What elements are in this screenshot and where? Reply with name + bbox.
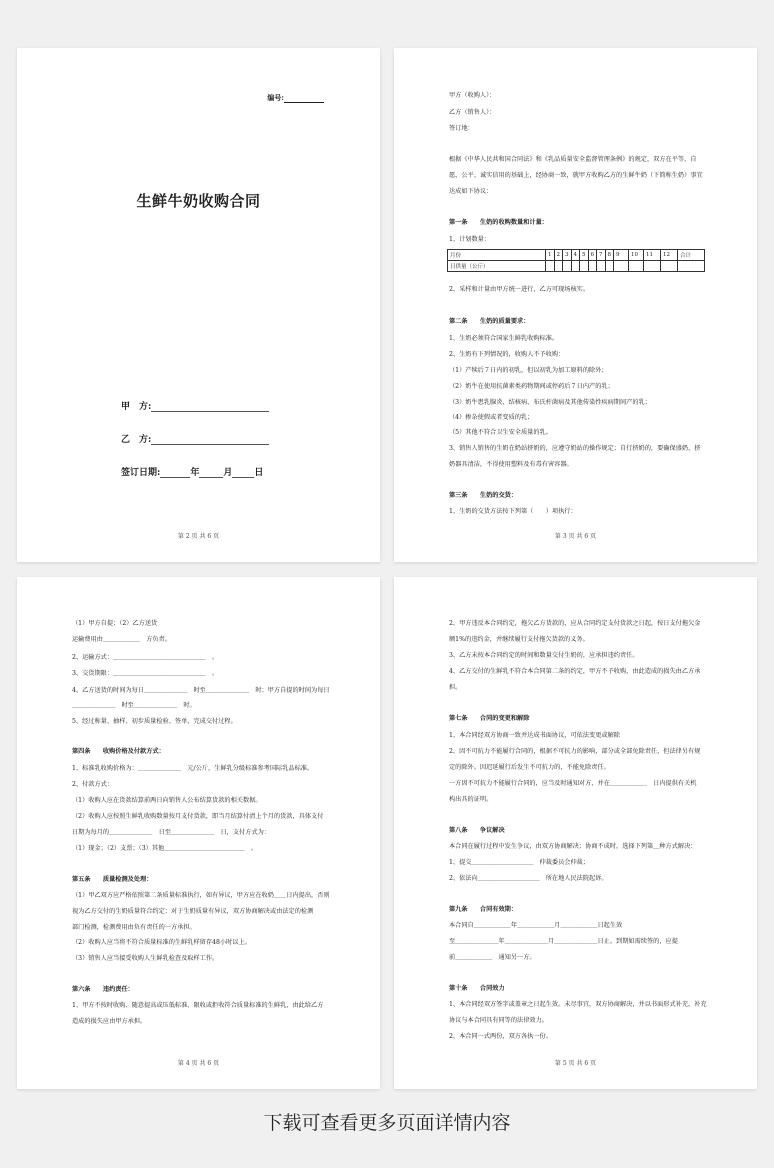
text-line: 甲方（收购人）： (449, 92, 496, 99)
section-heading: 第一条 生奶的收购数量和计量： (449, 219, 548, 226)
text-line: 达成如下协议： (449, 188, 493, 195)
text-line: （4）掺杂使假或者变质的乳； (449, 414, 534, 421)
page-4 (17, 577, 380, 1089)
text-line: 2、依法向＿＿＿＿＿＿＿＿＿＿ 所在地人民法院起诉。 (449, 875, 608, 882)
year-label: 年 (190, 468, 200, 478)
table-cell: 8 (605, 250, 614, 261)
text-line: （5）其他不符合卫生安全质量的乳。 (449, 429, 552, 436)
text-line: （3）奶牛患乳腺炎、结核病、布氏杆菌病及其他传染性疾病期间产的乳； (449, 399, 651, 406)
text-line: 视为乙方交付的生奶质量符合约定；对于生奶质量有异议，双方协商解决或由法定的检测 (72, 908, 314, 915)
sign-date-label: 签订日期: (121, 468, 161, 478)
section-heading: 第二条 生奶的质量要求： (449, 318, 530, 325)
text-line: 2、甲方违反本合同约定，拖欠乙方货款的，应从合同约定支付货款之日起，按日支付拖欠金 (449, 620, 701, 627)
text-line: 2、运输方式：＿＿＿＿＿＿＿＿＿＿＿＿＿＿＿ 。 (72, 654, 219, 661)
text-line: 1、甲方不按时收购、随意提高或压低标准、限收或拒收符合质量标准的生鲜乳，由此给乙方 (72, 1002, 324, 1009)
table-header-total: 合计 (678, 250, 705, 261)
text-line: 1、标准乳收购价格为：＿＿＿＿＿＿＿ 元/公斤，生鲜乳分级标准参考国际乳品标准。 (72, 765, 314, 772)
text-line: 4、乙方交付的生鲜乳不符合本合同第二条的约定，甲方不予收购，由此造成的损失由乙方承 (449, 668, 701, 675)
table-cell: 5 (580, 250, 589, 261)
text-line: 部门检测，检测费用由负有责任的一方承担。 (72, 924, 196, 931)
party-b-label: 乙 方: (121, 435, 152, 445)
contract-title: 生鲜牛奶收购合同 (136, 192, 261, 210)
page-2-cover (17, 48, 380, 562)
table-cell (571, 261, 580, 272)
table-cell (546, 261, 555, 272)
text-line: 一方因不可抗力不能履行合同的，应当及时通知对方，并在＿＿＿＿＿＿ 日内提供有关机 (449, 780, 697, 787)
text-line: 乙方（销售人）： (449, 109, 496, 116)
day-label: 日 (254, 468, 264, 478)
contract-number-label: 编号: (267, 93, 284, 102)
text-line: 额1%的违约金，并继续履行支付拖欠货款的义务。 (449, 636, 589, 643)
text-line: ＿＿＿＿＿＿＿ 时至＿＿＿＿＿＿＿ 时。 (72, 702, 196, 709)
plan-quantity-table (447, 249, 705, 272)
party-a-blank (151, 402, 269, 412)
table-cell: 7 (597, 250, 606, 261)
text-line: 1、生奶必须符合国家生鲜乳收购标准。 (449, 335, 559, 342)
table-row (448, 261, 705, 272)
text-line: 定的除外。因迟延履行后发生不可抗力的，不能免除责任。 (449, 764, 610, 771)
section-heading: 第四条 收购价格及付款方式： (72, 748, 165, 755)
text-line: 根据《中华人民共和国合同法》和《乳品质量安全监督管理条例》的规定，双方在平等、自 (449, 156, 697, 163)
text-line: 1、计划数量： (449, 236, 491, 243)
day-blank (232, 468, 254, 478)
table-header-month: 月份 (448, 250, 546, 261)
section-heading: 第三条 生奶的交货： (449, 492, 518, 499)
text-line: 1、本合同经双方协商一致并达成书面协议，可依法变更或解除 (449, 732, 620, 739)
table-row-label: 日供量（公斤） (448, 261, 546, 272)
text-line: 奶器具清洁，不得使用塑料及有毒有害容器。 (449, 461, 573, 468)
text-line: 2、采样和计量由甲方统一进行，乙方可现场核实。 (449, 286, 590, 293)
text-line: 至＿＿＿＿＿＿＿年＿＿＿＿＿＿＿月＿＿＿＿＿＿＿日止。到期如需续签的，应提 (449, 938, 678, 945)
party-b-blank (151, 435, 269, 445)
contract-number (267, 93, 324, 103)
page-5 (394, 577, 757, 1089)
text-line: （1）甲方自提；（2）乙方送货 (72, 620, 158, 627)
text-line: （1）产犊后７日内的初乳，但以初乳为加工原料的除外； (449, 367, 608, 374)
table-cell (563, 261, 572, 272)
text-line: 本合同自＿＿＿＿＿＿年＿＿＿＿＿＿月＿＿＿＿＿＿日起生效 (449, 922, 623, 929)
text-line: 协议与本合同具有同等的法律效力。 (449, 1017, 548, 1024)
month-label: 月 (223, 468, 233, 478)
year-blank (160, 468, 190, 478)
text-line: （1）现金；（2）支票；（3）其他＿＿＿＿＿＿＿＿＿＿＿＿＿ 。 (72, 845, 258, 852)
table-cell (614, 261, 629, 272)
text-line: 愿、公平、诚实信用的基础上，经协商一致，就甲方收购乙方的生鲜牛奶（下简称生奶）事宜 (449, 172, 703, 179)
text-line: （1）甲乙双方应严格依照第二条质量标准执行，如有异议，甲方应在收奶＿＿日内提出，否则 (72, 892, 330, 899)
text-line: （3）销售人应当接受收购人生鲜乳检查及取样工作。 (72, 955, 219, 962)
table-cell: 3 (563, 250, 572, 261)
section-heading: 第九条 合同有效期： (449, 906, 518, 913)
page-number: 第 4 页 共 6 页 (177, 1060, 220, 1067)
table-cell: 4 (571, 250, 580, 261)
text-line: 3、乙方未按本合同约定的时间和数量交付生奶的，应承担违约责任。 (449, 652, 639, 659)
page-number: 第 5 页 共 6 页 (554, 1060, 597, 1067)
party-a-field (121, 399, 269, 412)
text-line: 2、因不可抗力不能履行合同的，根据不可抗力的影响，部分或全部免除责任，但法律另有规 (449, 748, 701, 755)
text-line: 造成的损失应由甲方承担。 (72, 1018, 147, 1025)
text-line: 2、付款方式： (72, 781, 114, 788)
text-line: 签订地： (449, 125, 474, 132)
page-number: 第 3 页 共 6 页 (554, 533, 597, 540)
table-cell: 1 (546, 250, 555, 261)
text-line: 1、生奶的交货方法按下列第（ ）项执行： (449, 508, 577, 515)
table-cell: 10 (629, 250, 644, 261)
text-line: 构出具的证明。 (449, 796, 493, 803)
table-cell: 6 (588, 250, 597, 261)
table-cell (580, 261, 589, 272)
text-line: 4、乙方送货的时间为每日＿＿＿＿＿＿＿ 时至＿＿＿＿＿＿＿ 时；甲方自提的时间为每日 (72, 687, 330, 694)
month-blank (199, 468, 223, 478)
table-cell (678, 261, 705, 272)
party-b-field (121, 432, 269, 445)
table-cell (597, 261, 606, 272)
text-line: 前＿＿＿＿＿＿ 通知另一方。 (449, 954, 536, 961)
download-caption[interactable]: 下载可查看更多页面详情内容 (263, 1112, 511, 1134)
table-row (448, 250, 705, 261)
table-cell (661, 261, 678, 272)
text-line: 5、经过称量、抽样、初步质量检验、签单，完成交付过程。 (72, 718, 237, 725)
table-cell: 12 (661, 250, 678, 261)
text-line: 本合同在履行过程中发生争议，由双方协商解决；协商不成时，选择下列第＿种方式解决： (449, 843, 697, 850)
text-line: （2）收购人应当将不符合质量标准的生鲜乳样留存48小时以上。 (72, 939, 251, 946)
sign-date-field (121, 465, 263, 478)
text-line: 3、销售人销售的生奶在奶站挤奶的，应遵守奶站的操作规定；自行挤奶的，要确保盛奶、挤 (449, 445, 701, 452)
page-number: 第 2 页 共 6 页 (177, 533, 220, 540)
section-heading: 第六条 违约责任： (72, 986, 134, 993)
section-heading: 第五条 质量检测及处理： (72, 876, 153, 883)
table-cell: 9 (614, 250, 629, 261)
table-cell: 11 (644, 250, 661, 261)
table-cell (588, 261, 597, 272)
text-line: 2、本合同一式两份，双方各执一份。 (449, 1033, 552, 1040)
section-heading: 第十条 合同效力 (449, 985, 505, 992)
party-a-label: 甲 方: (121, 402, 152, 412)
text-line: 2、生奶有下列情况的，收购人不予收购： (449, 351, 565, 358)
text-line: 3、交货期限：＿＿＿＿＿＿＿＿＿＿＿＿＿＿＿ 。 (72, 670, 219, 677)
contract-number-blank (284, 95, 324, 103)
table-cell (605, 261, 614, 272)
section-heading: 第七条 合同的变更和解除 (449, 715, 530, 722)
text-line: 担。 (449, 684, 462, 691)
table-cell (644, 261, 661, 272)
page-3 (394, 48, 757, 562)
text-line: 日期为每月的＿＿＿＿＿＿＿ 日至＿＿＿＿＿＿＿ 日，支付方式为： (72, 829, 270, 836)
section-heading: 第八条 争议解决 (449, 827, 505, 834)
table-cell (554, 261, 563, 272)
text-line: 1、提交＿＿＿＿＿＿＿＿＿＿ 仲裁委员会仲裁； (449, 859, 590, 866)
table-cell (629, 261, 644, 272)
table-cell: 2 (554, 250, 563, 261)
text-line: （1）收购人应在货款结算前两日向销售人公布结算货款的相关数据。 (72, 797, 262, 804)
text-line: 运输费用由＿＿＿＿＿＿ 方负责。 (72, 636, 171, 643)
text-line: （2）奶牛在使用抗菌素类药物期间或停药后７日内产的乳； (449, 383, 614, 390)
text-line: （2）收购人应按照生鲜乳收购数量按月支付货款，即当月结算付清上个月的货款，具体支付 (72, 813, 324, 820)
text-line: 1、本合同经双方签字或盖章之日起生效。未尽事宜，双方协商解决，并以书面形式补充，补充 (449, 1001, 707, 1008)
